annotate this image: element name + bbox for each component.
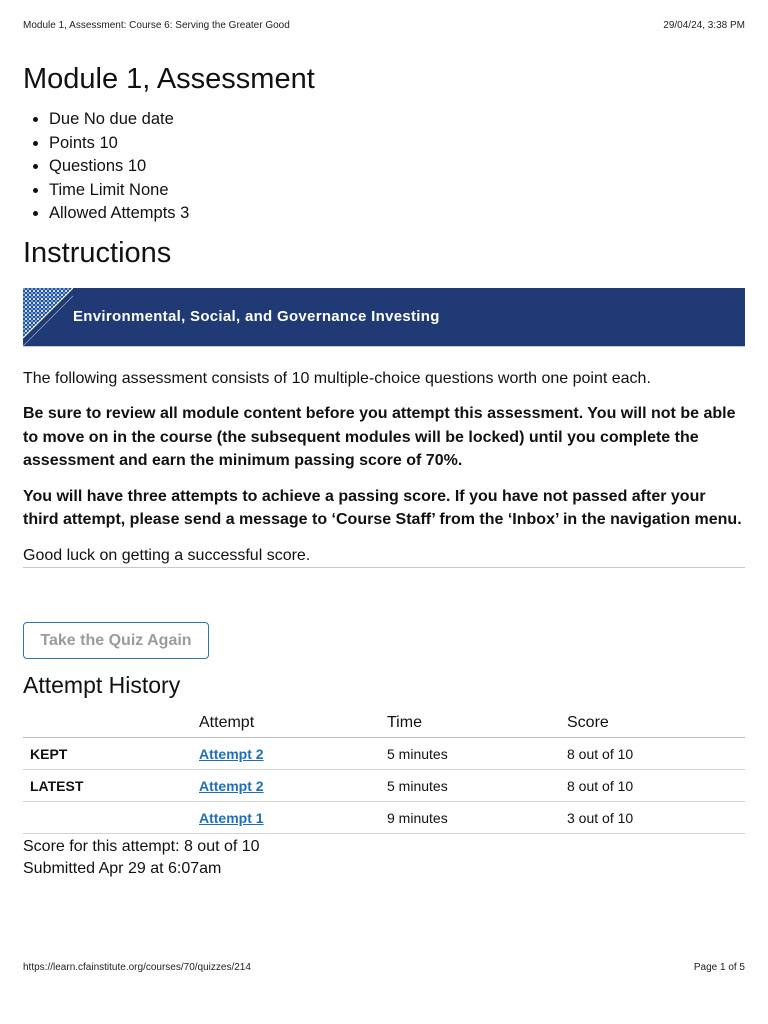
- take-quiz-again-button[interactable]: Take the Quiz Again: [23, 622, 209, 659]
- main-content: [23, 58, 745, 880]
- column-header-score: Score: [567, 709, 745, 738]
- attempt-summary: [23, 836, 745, 880]
- divider: [23, 567, 745, 568]
- detail-time-limit: • Time Limit None: [49, 179, 745, 203]
- print-header-title: Module 1, Assessment: Course 6: Serving the Greater Good: [23, 20, 290, 31]
- print-footer-page: Page 1 of 5: [693, 962, 745, 973]
- row-label: [23, 802, 199, 834]
- column-header-label: [23, 709, 199, 738]
- column-header-attempt: Attempt: [199, 709, 387, 738]
- table-row: [23, 802, 745, 834]
- table-row: [23, 770, 745, 802]
- quiz-details-list: [23, 108, 745, 226]
- detail-points: • Points 10: [49, 132, 745, 156]
- instructions-paragraph-2: Be sure to review all module content before you attempt this assessment. You will not be able to move on in the course (the subsequent modules will be locked) until you complete the assessment and earn the minimum passing score of 70%.: [23, 405, 736, 469]
- attempt-history-heading: Attempt History: [23, 672, 181, 698]
- print-header: [23, 20, 745, 31]
- banner-title: Environmental, Social, and Governance Investing: [73, 308, 440, 325]
- attempt-link[interactable]: Attempt 2: [199, 777, 264, 794]
- submitted-time: Submitted Apr 29 at 6:07am: [23, 860, 222, 877]
- print-footer: [23, 962, 745, 973]
- attempt-link[interactable]: Attempt 2: [199, 745, 264, 762]
- table-row: [23, 738, 745, 770]
- attempt-time: 5 minutes: [387, 738, 567, 770]
- attempt-time: 9 minutes: [387, 802, 567, 834]
- attempt-score: 3 out of 10: [567, 802, 745, 834]
- print-footer-url: https://learn.cfainstitute.org/courses/70/quizzes/214: [23, 962, 251, 973]
- banner-pattern-graphic: [23, 288, 73, 346]
- instructions-heading: Instructions: [23, 236, 172, 269]
- detail-due: • Due No due date: [49, 108, 745, 132]
- page-title: Module 1, Assessment: [23, 63, 315, 95]
- instructions-paragraph-4: Good luck on getting a successful score.: [23, 546, 311, 564]
- attempt-score: 8 out of 10: [567, 770, 745, 802]
- attempt-link[interactable]: Attempt 1: [199, 809, 264, 826]
- column-header-time: Time: [387, 709, 567, 738]
- attempt-time: 5 minutes: [387, 770, 567, 802]
- detail-allowed-attempts: • Allowed Attempts 3: [49, 202, 745, 226]
- row-label: KEPT: [23, 738, 199, 770]
- attempt-score: 8 out of 10: [567, 738, 745, 770]
- score-for-attempt: Score for this attempt: 8 out of 10: [23, 838, 260, 855]
- print-header-datetime: 29/04/24, 3:38 PM: [663, 20, 745, 31]
- row-label: LATEST: [23, 770, 199, 802]
- table-header-row: [23, 709, 745, 738]
- instructions-paragraph-1: The following assessment consists of 10 multiple-choice questions worth one point each.: [23, 369, 651, 387]
- course-banner: [23, 288, 745, 346]
- divider: [23, 346, 745, 347]
- detail-questions: • Questions 10: [49, 155, 745, 179]
- attempt-history-table: [23, 709, 745, 834]
- instructions-paragraph-3: You will have three attempts to achieve a passing score. If you have not passed after your third attempt, please send a message to ‘Course Staff’ from the ‘Inbox’ in the navigation menu.: [23, 487, 742, 528]
